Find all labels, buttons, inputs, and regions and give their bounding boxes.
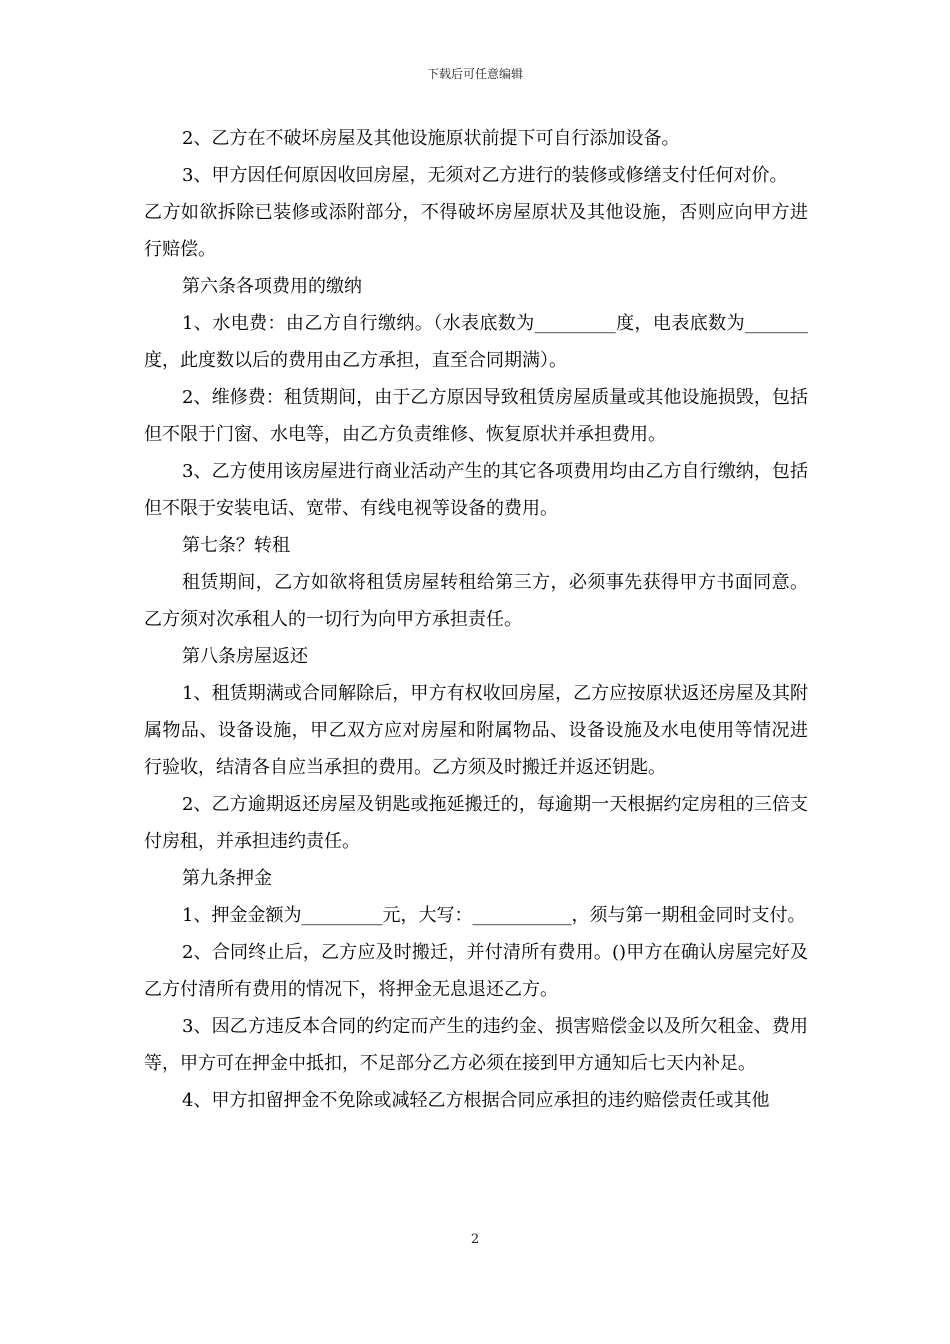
paragraph-clause-6-1: 1、水电费：由乙方自行缴纳。（水表底数为_________度，电表底数为_______度，此度数以后的费用由乙方承担，直至合同期满）。 <box>144 313 808 371</box>
section-heading-article-9: 第九条押金 <box>182 868 272 889</box>
paragraph-clause-6-2: 2、维修费：租赁期间，由于乙方原因导致租赁房屋质量或其他设施损毁，包括但不限于门窗、水电等，由乙方负责维修、恢复原状并承担费用。 <box>144 387 808 445</box>
paragraph-clause-9-2: 2、合同终止后，乙方应及时搬迁，并付清所有费用。()甲方在确认房屋完好及乙方付清所有费用的情况下，将押金无息退还乙方。 <box>144 942 808 1000</box>
paragraph-clause-5-2: 2、乙方在不破坏房屋及其他设施原状前提下可自行添加设备。 <box>182 128 680 149</box>
paragraph-clause-9-1: 1、押金金额为_________元，大写：___________，须与第一期租金同时支付。 <box>182 905 806 926</box>
paragraph-clause-9-3: 3、因乙方违反本合同的约定而产生的违约金、损害赔偿金以及所欠租金、费用等，甲方可在押金中抵扣，不足部分乙方必须在接到甲方通知后七天内补足。 <box>144 1016 808 1074</box>
paragraph-clause-6-3: 3、乙方使用该房屋进行商业活动产生的其它各项费用均由乙方自行缴纳，包括但不限于安装电话、宽带、有线电视等设备的费用。 <box>144 461 808 519</box>
page-header: 下载后可任意编辑 <box>426 67 523 81</box>
paragraph-clause-5-3: 3、甲方因任何原因收回房屋，无须对乙方进行的装修或修缮支付任何对价。 <box>182 165 788 186</box>
paragraph-clause-8-1: 1、租赁期满或合同解除后，甲方有权收回房屋，乙方应按原状返还房屋及其附属物品、设备设施，甲乙双方应对房屋和附属物品、设备设施及水电使用等情况进行验收，结清各自应当承担的费用。乙方须及时搬迁并返还钥匙。 <box>144 683 808 778</box>
paragraph-clause-8-2: 2、乙方逾期返还房屋及钥匙或拖延搬迁的，每逾期一天根据约定房租的三倍支付房租，并承担违约责任。 <box>144 794 808 852</box>
page-number: 2 <box>470 1232 480 1247</box>
paragraph-clause-5-3-continued: 乙方如欲拆除已装修或添附部分，不得破坏房屋原状及其他设施，否则应向甲方进行赔偿。 <box>144 202 808 260</box>
section-heading-article-8: 第八条房屋返还 <box>182 646 308 667</box>
paragraph-clause-7: 租赁期间，乙方如欲将租赁房屋转租给第三方，必须事先获得甲方书面同意。乙方须对次承租人的一切行为向甲方承担责任。 <box>144 572 808 630</box>
section-heading-article-6: 第六条各项费用的缴纳 <box>182 276 362 297</box>
section-heading-article-7: 第七条？转租 <box>182 535 290 556</box>
document-body <box>144 120 808 1119</box>
paragraph-clause-9-4: 4、甲方扣留押金不免除或减轻乙方根据合同应承担的违约赔偿责任或其他 <box>182 1090 770 1111</box>
